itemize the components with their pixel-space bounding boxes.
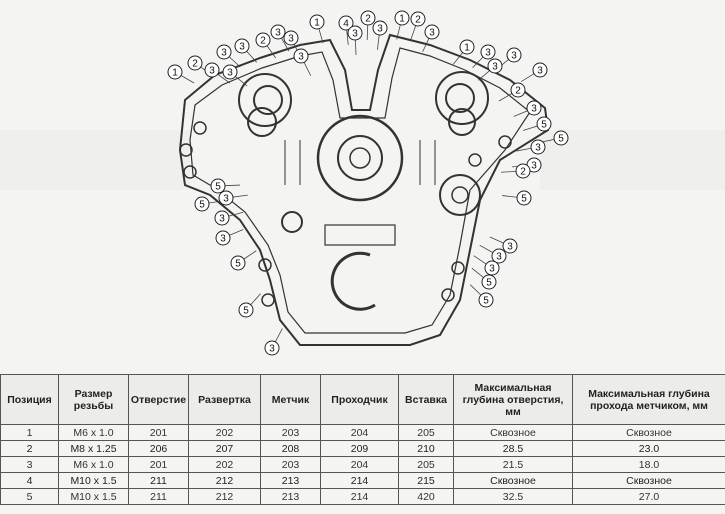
callout-label: 3: [489, 263, 495, 275]
table-cell: 23.0: [573, 441, 725, 457]
table-cell: 210: [399, 441, 454, 457]
callout-label: 3: [492, 61, 498, 73]
table-cell: 202: [189, 425, 261, 441]
callout-label: 1: [314, 17, 320, 29]
table-cell: 4: [1, 473, 59, 489]
callout-leader: [367, 25, 368, 40]
callout-label: 3: [535, 142, 541, 154]
table-cell: Сквозное: [454, 473, 573, 489]
callout-label: 1: [172, 67, 178, 79]
callout-marker: [411, 12, 425, 26]
callout-marker: [460, 40, 474, 54]
callout-marker: [294, 49, 308, 63]
header-cell: Развертка: [189, 375, 261, 425]
callout-marker: [482, 275, 496, 289]
callout-label: 3: [511, 50, 517, 62]
callout-label: 3: [485, 47, 491, 59]
table-cell: 215: [399, 473, 454, 489]
callout-label: 4: [343, 18, 349, 30]
callout-marker: [516, 164, 530, 178]
callout-label: 3: [269, 343, 275, 355]
table-cell: 5: [1, 489, 59, 505]
callout-marker: [310, 15, 324, 29]
callout-label: 5: [483, 295, 489, 307]
callout-label: 3: [220, 233, 226, 245]
callout-marker: [195, 197, 209, 211]
callout-label: 1: [399, 13, 405, 25]
table-header-row: [1, 375, 725, 425]
table-cell: M10 x 1.5: [59, 473, 129, 489]
callout-marker: [215, 211, 229, 225]
callout-label: 3: [429, 27, 435, 39]
table-cell: 204: [321, 457, 399, 473]
callout-label: 2: [365, 13, 371, 25]
table-cell: 214: [321, 489, 399, 505]
table-cell: 28.5: [454, 441, 573, 457]
callout-label: 3: [275, 27, 281, 39]
callout-marker: [223, 65, 237, 79]
table-cell: Сквозное: [573, 425, 725, 441]
callout-marker: [168, 65, 182, 79]
callout-marker: [205, 63, 219, 77]
table-cell: 212: [189, 489, 261, 505]
table-cell: Сквозное: [573, 473, 725, 489]
callout-marker: [533, 63, 547, 77]
header-cell: Максимальная глубина отверстия, мм: [454, 375, 573, 425]
header-cell: Позиция: [1, 375, 59, 425]
table-cell: 204: [321, 425, 399, 441]
table-cell: 212: [189, 473, 261, 489]
callout-marker: [284, 31, 298, 45]
callout-label: 3: [531, 103, 537, 115]
callout-marker: [265, 341, 279, 355]
table-cell: M10 x 1.5: [59, 489, 129, 505]
callout-marker: [361, 11, 375, 25]
header-cell: Проходчик: [321, 375, 399, 425]
header-cell: Отверстие: [129, 375, 189, 425]
callout-label: 2: [192, 58, 198, 70]
table-cell: 32.5: [454, 489, 573, 505]
callout-marker: [537, 117, 551, 131]
table-cell: M6 x 1.0: [59, 425, 129, 441]
header-cell: Метчик: [261, 375, 321, 425]
callout-marker: [517, 191, 531, 205]
callout-marker: [531, 140, 545, 154]
callout-label: 2: [415, 14, 421, 26]
header-cell: Максимальная глубина прохода метчиком, мм: [573, 375, 725, 425]
callout-marker: [425, 25, 439, 39]
table-cell: 3: [1, 457, 59, 473]
callout-label: 2: [260, 35, 266, 47]
callout-label: 3: [298, 51, 304, 63]
table-cell: 207: [189, 441, 261, 457]
table-cell: 203: [261, 425, 321, 441]
table-cell: 18.0: [573, 457, 725, 473]
table-row: [1, 457, 725, 473]
callout-label: 3: [531, 160, 537, 172]
callout-marker: [503, 239, 517, 253]
thread-repair-table: [0, 374, 725, 505]
callout-marker: [348, 26, 362, 40]
table-cell: 2: [1, 441, 59, 457]
callout-label: 3: [219, 213, 225, 225]
callout-marker: [211, 179, 225, 193]
callout-marker: [485, 261, 499, 275]
callout-marker: [554, 131, 568, 145]
callout-marker: [219, 191, 233, 205]
table-cell: 201: [129, 457, 189, 473]
table-cell: 213: [261, 473, 321, 489]
header-cell: Размер резьбы: [59, 375, 129, 425]
table-cell: 21.5: [454, 457, 573, 473]
table-cell: M6 x 1.0: [59, 457, 129, 473]
callout-label: 5: [521, 193, 527, 205]
table-cell: 209: [321, 441, 399, 457]
table-row: [1, 473, 725, 489]
callout-label: 3: [352, 28, 358, 40]
callout-marker: [481, 45, 495, 59]
callout-marker: [395, 11, 409, 25]
table-cell: M8 x 1.25: [59, 441, 129, 457]
callout-label: 2: [515, 85, 521, 97]
callout-marker: [235, 39, 249, 53]
callout-label: 3: [239, 41, 245, 53]
callout-label: 5: [235, 258, 241, 270]
callout-marker: [231, 256, 245, 270]
table-cell: 201: [129, 425, 189, 441]
callout-label: 3: [537, 65, 543, 77]
callout-label: 5: [199, 199, 205, 211]
callout-label: 2: [520, 166, 526, 178]
callout-label: 5: [558, 133, 564, 145]
table-cell: Сквозное: [454, 425, 573, 441]
callout-marker: [188, 56, 202, 70]
callout-label: 1: [464, 42, 470, 54]
table-cell: 1: [1, 425, 59, 441]
table-cell: 211: [129, 473, 189, 489]
callout-label: 3: [223, 193, 229, 205]
table-cell: 205: [399, 457, 454, 473]
table-row: [1, 441, 725, 457]
table-cell: 208: [261, 441, 321, 457]
callout-marker: [373, 21, 387, 35]
callout-label: 3: [209, 65, 215, 77]
header-cell: Вставка: [399, 375, 454, 425]
callout-marker: [271, 25, 285, 39]
table-cell: 420: [399, 489, 454, 505]
table-row: [1, 425, 725, 441]
callout-label: 5: [541, 119, 547, 131]
table-cell: 211: [129, 489, 189, 505]
callout-marker: [239, 303, 253, 317]
table-cell: 203: [261, 457, 321, 473]
callout-marker: [216, 231, 230, 245]
callout-marker: [256, 33, 270, 47]
callout-label: 5: [215, 181, 221, 193]
callout-marker: [217, 45, 231, 59]
table-cell: 213: [261, 489, 321, 505]
callout-label: 3: [227, 67, 233, 79]
callout-label: 3: [377, 23, 383, 35]
callout-label: 3: [221, 47, 227, 59]
callout-marker: [511, 83, 525, 97]
table-cell: 27.0: [573, 489, 725, 505]
table-cell: 202: [189, 457, 261, 473]
callout-label: 5: [243, 305, 249, 317]
table-cell: 205: [399, 425, 454, 441]
callout-marker: [488, 59, 502, 73]
callout-label: 3: [288, 33, 294, 45]
callout-label: 5: [486, 277, 492, 289]
table-cell: 206: [129, 441, 189, 457]
table-cell: 214: [321, 473, 399, 489]
callout-marker: [479, 293, 493, 307]
callout-marker: [527, 101, 541, 115]
callout-label: 3: [496, 251, 502, 263]
callout-label: 3: [507, 241, 513, 253]
table-row: [1, 489, 725, 505]
callout-marker: [507, 48, 521, 62]
